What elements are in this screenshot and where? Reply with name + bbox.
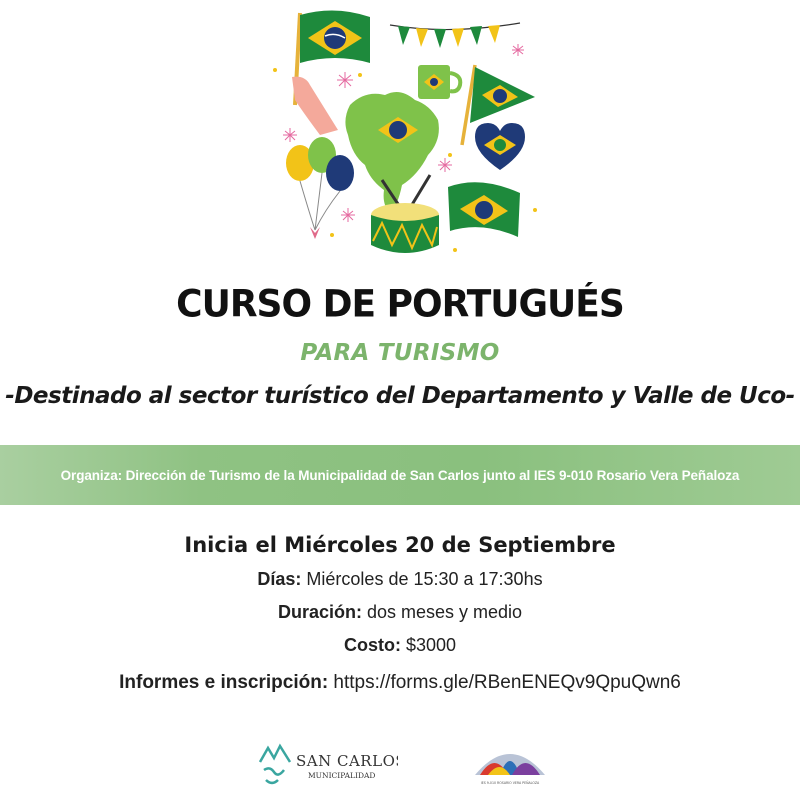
days-value: Miércoles de 15:30 a 17:30hs: [301, 569, 543, 589]
organizer-band: [0, 445, 800, 505]
cost-row: [0, 635, 800, 656]
hand-icon: [292, 77, 338, 135]
days-label: Días:: [257, 569, 302, 589]
ies-logo: [470, 737, 550, 787]
days-row: [0, 569, 800, 590]
course-title: CURSO DE PORTUGUÉS: [176, 283, 624, 326]
san-carlos-logo-sub: MUNICIPALIDAD: [308, 771, 376, 780]
duration-value: dos meses y medio: [361, 602, 523, 622]
registration-label: Informes e inscripción:: [119, 672, 329, 693]
mug-icon: [418, 65, 460, 99]
bunting-icon: [390, 23, 520, 48]
registration-link[interactable]: https://forms.gle/RBenENEQv9QpuQwn6: [328, 672, 681, 693]
san-carlos-logo: [258, 740, 398, 788]
duration-row: [0, 602, 800, 623]
duration-label: Duración:: [277, 602, 362, 622]
brazil-flag-icon: [448, 182, 520, 237]
organizer-text: Organiza: Dirección de Turismo de la Municipalidad de San Carlos junto al IES 9-010 Rosario Vera Peñaloza: [60, 467, 740, 483]
balloons-icon: [286, 137, 354, 239]
mountains-icon: [260, 746, 290, 762]
footer-logos: [0, 735, 800, 790]
heart-flag-icon: [475, 123, 525, 170]
cost-label: Costo:: [343, 635, 401, 655]
brazil-illustration: [270, 5, 560, 270]
start-date: Inicia el Miércoles 20 de Septiembre: [184, 533, 616, 557]
course-tagline: -Destinado al sector turístico del Departamento y Valle de Uco-: [5, 383, 795, 409]
san-carlos-logo-name: SAN CARLOS: [296, 752, 398, 770]
registration-row: [0, 672, 800, 694]
cost-value: $3000: [400, 635, 457, 655]
course-subtitle: PARA TURISMO: [300, 340, 500, 366]
ies-logo-text: IES 9-010 ROSARIO VERA PEÑALOZA: [480, 781, 540, 785]
